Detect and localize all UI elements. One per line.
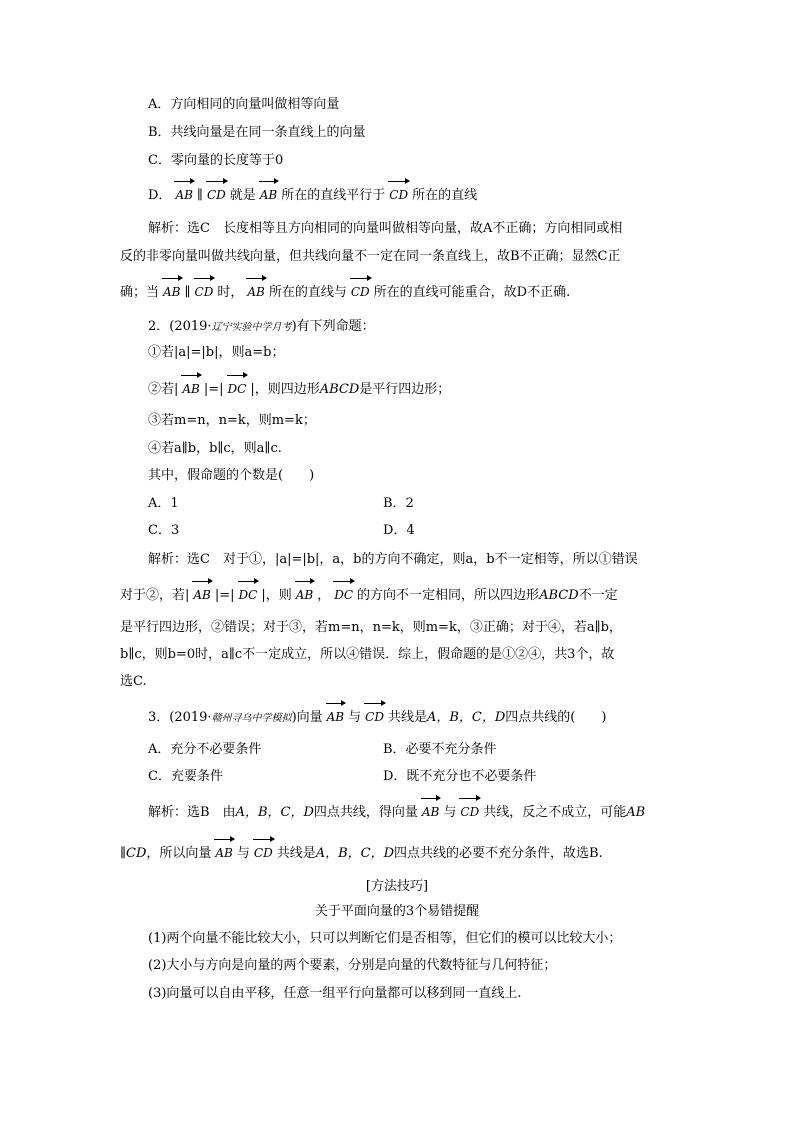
q2-solution-line-1: 解析：选C 对于①，|a|=|b|，a，b的方向不确定，则a，b不一定相等，所以①错误 [148, 552, 638, 567]
text: )向量 [291, 710, 323, 725]
text: ②若| [148, 382, 179, 397]
text: 共线是 [387, 710, 427, 725]
text: |，则四边形 [250, 382, 320, 397]
text: 四点共线，得向量 [313, 805, 418, 820]
text: 不一定 [578, 588, 618, 603]
text: 解析：选B 由 [148, 805, 236, 820]
q1-solution-line-2: 反的非零向量叫做共线向量，但共线向量不一定在同一条直线上，故B不正确；显然C正 [120, 249, 621, 264]
q2-option-b: B．2 [383, 496, 414, 511]
q1-option-b: B．共线向量是在同一条直线上的向量 [148, 125, 366, 140]
q2-solution-line-3: 是平行四边形，②错误；对于③，若m=n，n=k，则m=k，③正确；对于④，若a∥b， [120, 620, 622, 635]
vector-ab: AB [326, 710, 345, 724]
q2-solution-line-2 [120, 586, 618, 605]
q1-option-a: A．方向相同的向量叫做相等向量 [148, 97, 340, 112]
text: 3．(2019· [148, 710, 212, 725]
q2-option-a: A．1 [148, 496, 179, 511]
text: 所在的直线平行于 [281, 188, 386, 203]
text: 对于②，若| [120, 588, 190, 603]
text: 2．(2019· [148, 319, 212, 334]
text: ，所以向量 [146, 846, 212, 861]
q2-option-c: C．3 [148, 523, 180, 538]
q2-option-d: D．4 [383, 523, 415, 538]
q3-option-d: D．既不充分也不必要条件 [383, 769, 537, 784]
text: 共线是 [276, 846, 316, 861]
text: 确；当 [120, 285, 160, 300]
vector-ab: AB [163, 285, 181, 299]
q2-proposition-1: ①若|a|=|b|，则a=b； [148, 345, 285, 360]
text: 与 [348, 710, 362, 725]
vector-ab: AB [193, 588, 211, 602]
source: 辽宁实验中学月考 [211, 322, 292, 333]
text: ∥CD [120, 846, 147, 861]
text: 所在的直线 [412, 188, 478, 203]
source: 赣州寻乌中学模拟 [211, 713, 292, 724]
text: |=| [203, 382, 224, 397]
q3-solution-line-2 [120, 844, 603, 863]
vector-cd: CD [460, 805, 480, 819]
q3-option-b: B．必要不充分条件 [383, 742, 497, 757]
vector-ab: AB [175, 188, 193, 202]
q2-proposition-3: ③若m=n，n=k，则m=k； [148, 413, 316, 428]
tips-header: [方法技巧] [365, 879, 429, 894]
text: ABCD [319, 382, 360, 397]
q2-solution-line-4: b∥c，则b=0时，a∥c不一定成立，所以④错误．综上，假命题的是①②④，共3个，故 [120, 647, 615, 662]
q2-question: 其中，假命题的个数是( ) [148, 468, 315, 483]
vector-cd: CD [253, 846, 273, 860]
q2-title [148, 318, 375, 337]
q1-solution-line-1: 解析：选C 长度相等且方向相同的向量叫做相等向量，故A不正确；方向相同或相 [148, 221, 623, 236]
vector-cd: CD [365, 710, 384, 724]
text: A，B，C，D [235, 805, 314, 820]
text: A，B，C，D [315, 846, 395, 861]
tip-1: (1)两个向量不能比较大小，只可以判断它们是否相等，但它们的模可以比较大小； [148, 931, 622, 946]
vector-dc: DC [334, 588, 354, 602]
text: ABCD [539, 588, 579, 603]
vector-ab: AB [295, 588, 314, 602]
q3-option-a: A．充分不必要条件 [148, 742, 262, 757]
text: 所在的直线可能重合，故D不正确. [373, 285, 571, 300]
vector-cd: CD [206, 188, 226, 202]
vector-ab: AB [182, 382, 200, 396]
text: 的方向不一定相同，所以四边形 [357, 588, 540, 603]
text: ∥ [196, 188, 203, 203]
text: 所在的直线与 [268, 285, 347, 300]
text: )有下列命题： [291, 319, 375, 334]
text: |，则 [261, 588, 292, 603]
text: ∥ [184, 285, 191, 300]
text: 是平行四边形； [359, 382, 451, 397]
text: 四点共线的必要不充分条件，故选B. [394, 846, 603, 861]
q3-title [148, 708, 606, 728]
vector-cd: CD [350, 285, 370, 299]
text: 就是 [229, 188, 256, 203]
text: 时， [217, 285, 244, 300]
text: ， [317, 588, 331, 603]
tip-2: (2)大小与方向是向量的两个要素，分别是向量的代数特征与几何特征； [148, 958, 557, 973]
text: A，B，C，D [426, 710, 506, 725]
text: 共线，反之不成立，可能 [483, 805, 627, 820]
vector-ab: AB [215, 846, 233, 860]
tips-subtitle: 关于平面向量的3个易错提醒 [314, 904, 480, 919]
q3-option-c: C．充要条件 [148, 769, 223, 784]
vector-dc: DC [227, 382, 247, 396]
vector-cd: CD [194, 285, 214, 299]
q3-solution-line-1 [148, 803, 645, 822]
text: D． [148, 188, 172, 203]
vector-ab: AB [259, 188, 278, 202]
q2-solution-line-5: 选C. [120, 674, 147, 689]
text: 与 [236, 846, 250, 861]
q1-option-c: C．零向量的长度等于0 [148, 153, 284, 168]
text: 与 [443, 805, 457, 820]
q2-proposition-2 [148, 380, 450, 399]
vector-ab: AB [247, 285, 265, 299]
vector-ab: AB [421, 805, 440, 819]
q1-solution-line-3 [120, 283, 570, 302]
text: 四点共线的( ) [505, 710, 607, 725]
tip-3: (3)向量可以自由平移，任意一组平行向量都可以移到同一直线上. [148, 986, 522, 1001]
q1-option-d [148, 186, 477, 205]
vector-cd: CD [389, 188, 409, 202]
text: AB [626, 805, 646, 820]
vector-dc: DC [238, 588, 258, 602]
text: |=| [214, 588, 235, 603]
q2-proposition-4: ④若a∥b，b∥c，则a∥c. [148, 441, 282, 456]
